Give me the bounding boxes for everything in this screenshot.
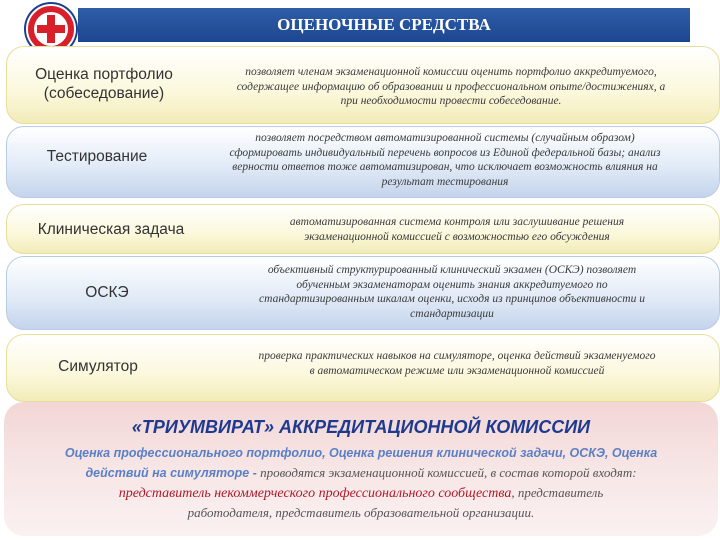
assessment-list: Оценка профессионального портфолио, Оценка решения клинической задачи, ОСКЭ, Оценка [64, 446, 658, 460]
description-line: результат тестирования [381, 175, 509, 188]
description-line: автоматизированная система контроля или заслушивание решения [289, 216, 625, 228]
method-row-clinical-task [6, 204, 720, 254]
method-label: Тестирование [46, 148, 148, 165]
description-line: экзаменационной комиссией с возможностью его обсуждения [304, 230, 610, 243]
description-line: стандартизированным шкалам оценки, исходя из принципов объективности и [259, 293, 645, 305]
triumvirate-title: «ТРИУМВИРАТ» АККРЕДИТАЦИОННОЙ КОМИССИИ [131, 417, 591, 437]
assessment-list-end: действий на симуляторе - [85, 466, 257, 480]
method-label [19, 65, 189, 103]
method-description [175, 131, 715, 189]
triumvirate-text [18, 444, 704, 523]
method-label-line: Оценка портфолио [35, 66, 173, 83]
description-line: верности ответов тоже автоматизирован, что исключает возможность влияния на [232, 161, 658, 173]
description-line: позволяет членам экзаменационной комиссии оценить портфолио аккредитуемого, [245, 66, 657, 78]
method-label: Клиническая задача [37, 221, 185, 238]
description-line: при необходимости провести собеседование. [340, 95, 562, 107]
description-line: в автоматическом режиме или экзаменационной комиссией [309, 364, 605, 377]
method-label: ОСКЭ [85, 284, 129, 301]
triumvirate-panel [4, 402, 718, 536]
description-line: проверка практических навыков на симуляторе, оценка действий экзаменуемого [258, 350, 656, 362]
representative-text: , представитель [511, 485, 604, 500]
description-line: содержащее информацию об образовании и профессиональном опыте/достижениях, а [236, 80, 666, 93]
commission-intro: проводятся экзаменационной комиссией, в состав которой входят: [256, 465, 637, 480]
description-line: объективный структурированный клинический экзамен (ОСКЭ) позволяет [267, 264, 637, 276]
method-description [187, 65, 715, 109]
logo-cross-horizontal [37, 25, 65, 33]
method-description [237, 215, 677, 244]
method-description [207, 263, 697, 321]
method-description [207, 349, 707, 378]
employer-education-representatives: работодателя, представитель образовательной организации. [187, 505, 535, 520]
method-label-line: (собеседование) [43, 85, 165, 102]
method-row-portfolio [6, 46, 720, 124]
page-title: ОЦЕНОЧНЫЕ СРЕДСТВА [78, 8, 690, 42]
method-row-simulator [6, 334, 720, 402]
method-row-testing [6, 126, 720, 198]
description-line: сформировать индивидуальный перечень вопросов из Единой федеральной базы; анализ [229, 146, 661, 159]
description-line: обученным экзаменаторам оценить знания аккредитуемого по [296, 278, 608, 291]
community-representative: представитель некоммерческого профессионального сообщества [118, 486, 512, 501]
method-row-osce [6, 256, 720, 330]
description-line: стандартизации [410, 307, 494, 320]
description-line: позволяет посредством автоматизированной системы (случайным образом) [255, 132, 635, 144]
method-label: Симулятор [58, 358, 138, 375]
